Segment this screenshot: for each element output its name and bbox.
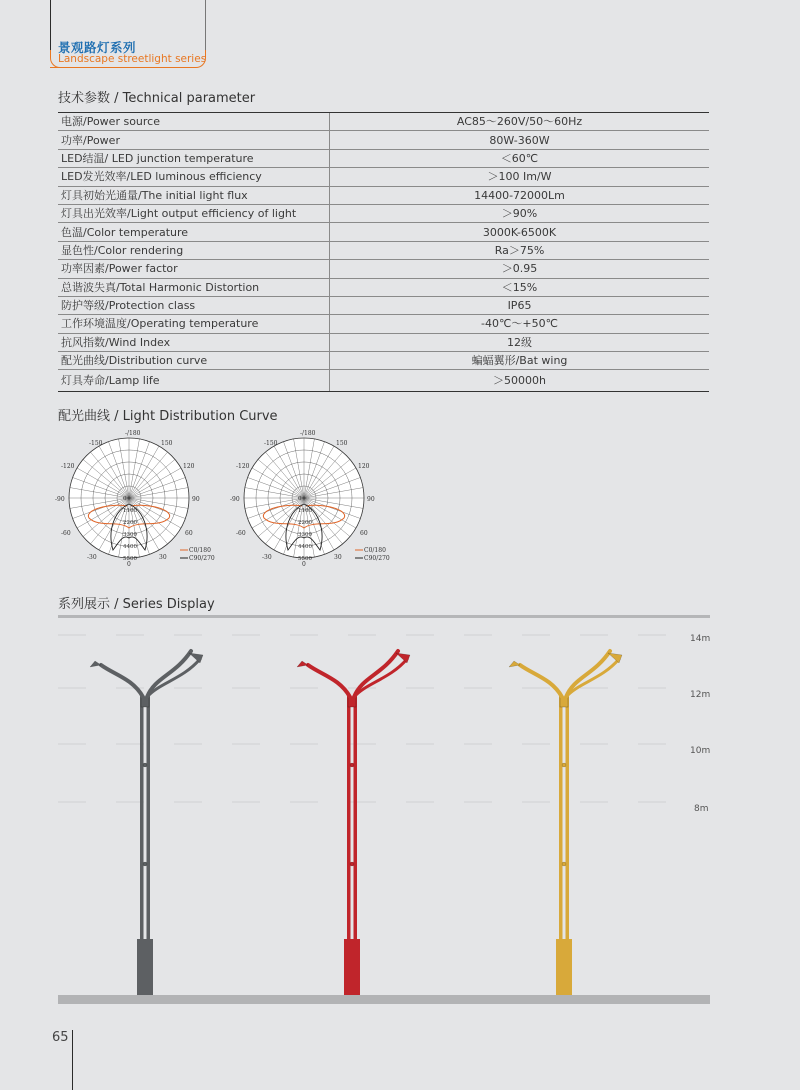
polar-angle-label: 60 (360, 530, 368, 537)
height-label-10m: 10m (690, 746, 711, 756)
pole-base (137, 939, 153, 995)
param-label: 配光曲线/Distribution curve (58, 352, 330, 370)
param-row (58, 278, 709, 296)
param-value: ＜60℃ (330, 149, 710, 167)
param-row (58, 204, 709, 222)
param-label: 灯具出光效率/Light output efficiency of light (58, 204, 330, 222)
param-label: LED结温/ LED junction temperature (58, 149, 330, 167)
section-curve-title: 配光曲线 / Light Distribution Curve (58, 409, 278, 424)
polar-radius-label: 0 (123, 496, 127, 502)
lamp-arm-left (308, 665, 350, 697)
height-label-12m: 12m (690, 690, 711, 700)
polar-angle-label: -120 (61, 463, 75, 470)
polar-angle-label: 120 (358, 463, 370, 470)
param-row (58, 260, 709, 278)
param-value: ＞0.95 (330, 260, 710, 278)
pole-shaft (347, 695, 351, 943)
polar-angle-label: -120 (236, 463, 250, 470)
lamp-arm-right-lower (566, 659, 619, 697)
param-label: 防护等级/Protection class (58, 296, 330, 314)
legend-label-c0: C0/180 (189, 547, 211, 554)
series-title-en: Landscape streetlight series (58, 53, 207, 65)
series-title-cn: 景观路灯系列 (58, 40, 137, 55)
pole-joint (143, 862, 147, 866)
polar-angle-label: -/180 (300, 430, 316, 437)
polar-radius-label: 5500 (298, 556, 312, 562)
pole-shaft (147, 695, 151, 943)
polar-angle-label: -150 (264, 440, 278, 447)
lamp-arm-left (101, 665, 143, 697)
polar-radius-label: 5500 (123, 556, 137, 562)
param-row (58, 186, 709, 204)
polar-angle-label: 90 (192, 496, 200, 503)
polar-diagram-2 (230, 428, 390, 573)
polar-angle-label: 30 (159, 554, 167, 561)
height-label-8m: 8m (694, 804, 709, 814)
pole-base (344, 939, 360, 995)
param-label: 灯具初始光通量/The initial light flux (58, 186, 330, 204)
param-row (58, 241, 709, 259)
param-value: 12级 (330, 333, 710, 351)
pole-joint (562, 862, 566, 866)
param-label: 灯具寿命/Lamp life (58, 370, 330, 392)
streetlight-pole (297, 651, 410, 995)
polar-radius-label: 3300 (123, 532, 137, 538)
param-row (58, 131, 709, 149)
param-value: 80W-360W (330, 131, 710, 149)
param-value: -40℃～+50℃ (330, 315, 710, 333)
polar-radius-label: 1100 (123, 508, 137, 514)
polar-angle-label: 150 (336, 440, 348, 447)
polar-diagram-1 (55, 428, 215, 573)
legend-label-c0: C0/180 (364, 547, 386, 554)
param-row (58, 149, 709, 167)
param-row (58, 352, 709, 370)
param-row (58, 315, 709, 333)
section-tech-title: 技术参数 / Technical parameter (58, 91, 256, 106)
polar-radius-label: 2200 (123, 520, 137, 526)
param-row (58, 296, 709, 314)
param-row (58, 113, 709, 131)
polar-angle-label: -30 (87, 554, 97, 561)
param-value: Ra＞75% (330, 241, 710, 259)
polar-angle-label: -60 (236, 530, 246, 537)
polar-angle-label: 30 (334, 554, 342, 561)
legend-label-c90: C90/270 (364, 555, 390, 562)
pole-joint (350, 763, 354, 767)
polar-radius-label: 4400 (123, 544, 137, 550)
polar-angle-label: 0 (127, 561, 131, 568)
pole-shaft (566, 695, 570, 943)
polar-angle-label: 90 (367, 496, 375, 503)
polar-radius-label: 1100 (298, 508, 312, 514)
param-label: 功率/Power (58, 131, 330, 149)
param-label: 电源/Power source (58, 113, 330, 131)
ground-bar (58, 995, 710, 1004)
param-value: AC85～260V/50～60Hz (330, 113, 710, 131)
footer-rule (72, 1030, 73, 1090)
polar-angle-label: -/180 (125, 430, 141, 437)
polar-angle-label: 120 (183, 463, 195, 470)
polar-angle-label: -60 (61, 530, 71, 537)
polar-angle-label: -90 (55, 496, 65, 503)
param-value: ＞100 Im/W (330, 168, 710, 186)
streetlight-pole (509, 651, 622, 995)
param-label: 显色性/Color rendering (58, 241, 330, 259)
polar-radius-label: 4400 (298, 544, 312, 550)
param-label: LED发光效率/LED luminous efficiency (58, 168, 330, 186)
param-row (58, 333, 709, 351)
lamp-arm-right-lower (147, 659, 200, 697)
polar-radius-label: 0 (298, 496, 302, 502)
pole-shaft (354, 695, 358, 943)
polar-radius-label: 3300 (298, 532, 312, 538)
lamp-arm-right-lower (354, 659, 407, 697)
param-value: IP65 (330, 296, 710, 314)
param-row (58, 223, 709, 241)
param-label: 抗风指数/Wind Index (58, 333, 330, 351)
series-display-area (58, 617, 710, 1005)
param-label: 色温/Color temperature (58, 223, 330, 241)
param-row (58, 168, 709, 186)
polar-radius-label: 2200 (298, 520, 312, 526)
polar-angle-label: -150 (89, 440, 103, 447)
param-value: 蝙蝠翼形/Bat wing (330, 352, 710, 370)
param-value: ＞50000h (330, 370, 710, 392)
param-row (58, 370, 709, 392)
pole-shaft (140, 695, 144, 943)
param-label: 总谐波失真/Total Harmonic Distortion (58, 278, 330, 296)
polar-angle-label: -30 (262, 554, 272, 561)
pole-joint (350, 862, 354, 866)
polar-angle-label: 150 (161, 440, 173, 447)
param-value: 3000K-6500K (330, 223, 710, 241)
polar-angle-label: 60 (185, 530, 193, 537)
param-value: ＞90% (330, 204, 710, 222)
tech-param-table (58, 112, 709, 392)
param-label: 工作环境温度/Operating temperature (58, 315, 330, 333)
lamp-arm-left (520, 665, 562, 697)
param-value: 14400-72000Lm (330, 186, 710, 204)
height-label-14m: 14m (690, 634, 711, 644)
polar-angle-label: -90 (230, 496, 240, 503)
pole-base (556, 939, 572, 995)
pole-joint (562, 763, 566, 767)
param-label: 功率因素/Power factor (58, 260, 330, 278)
page-number: 65 (52, 1030, 69, 1045)
section-display-title: 系列展示 / Series Display (58, 597, 215, 612)
polar-angle-label: 0 (302, 561, 306, 568)
legend-label-c90: C90/270 (189, 555, 215, 562)
pole-joint (143, 763, 147, 767)
pole-shaft (559, 695, 563, 943)
param-value: ＜15% (330, 278, 710, 296)
streetlight-pole (90, 651, 203, 995)
